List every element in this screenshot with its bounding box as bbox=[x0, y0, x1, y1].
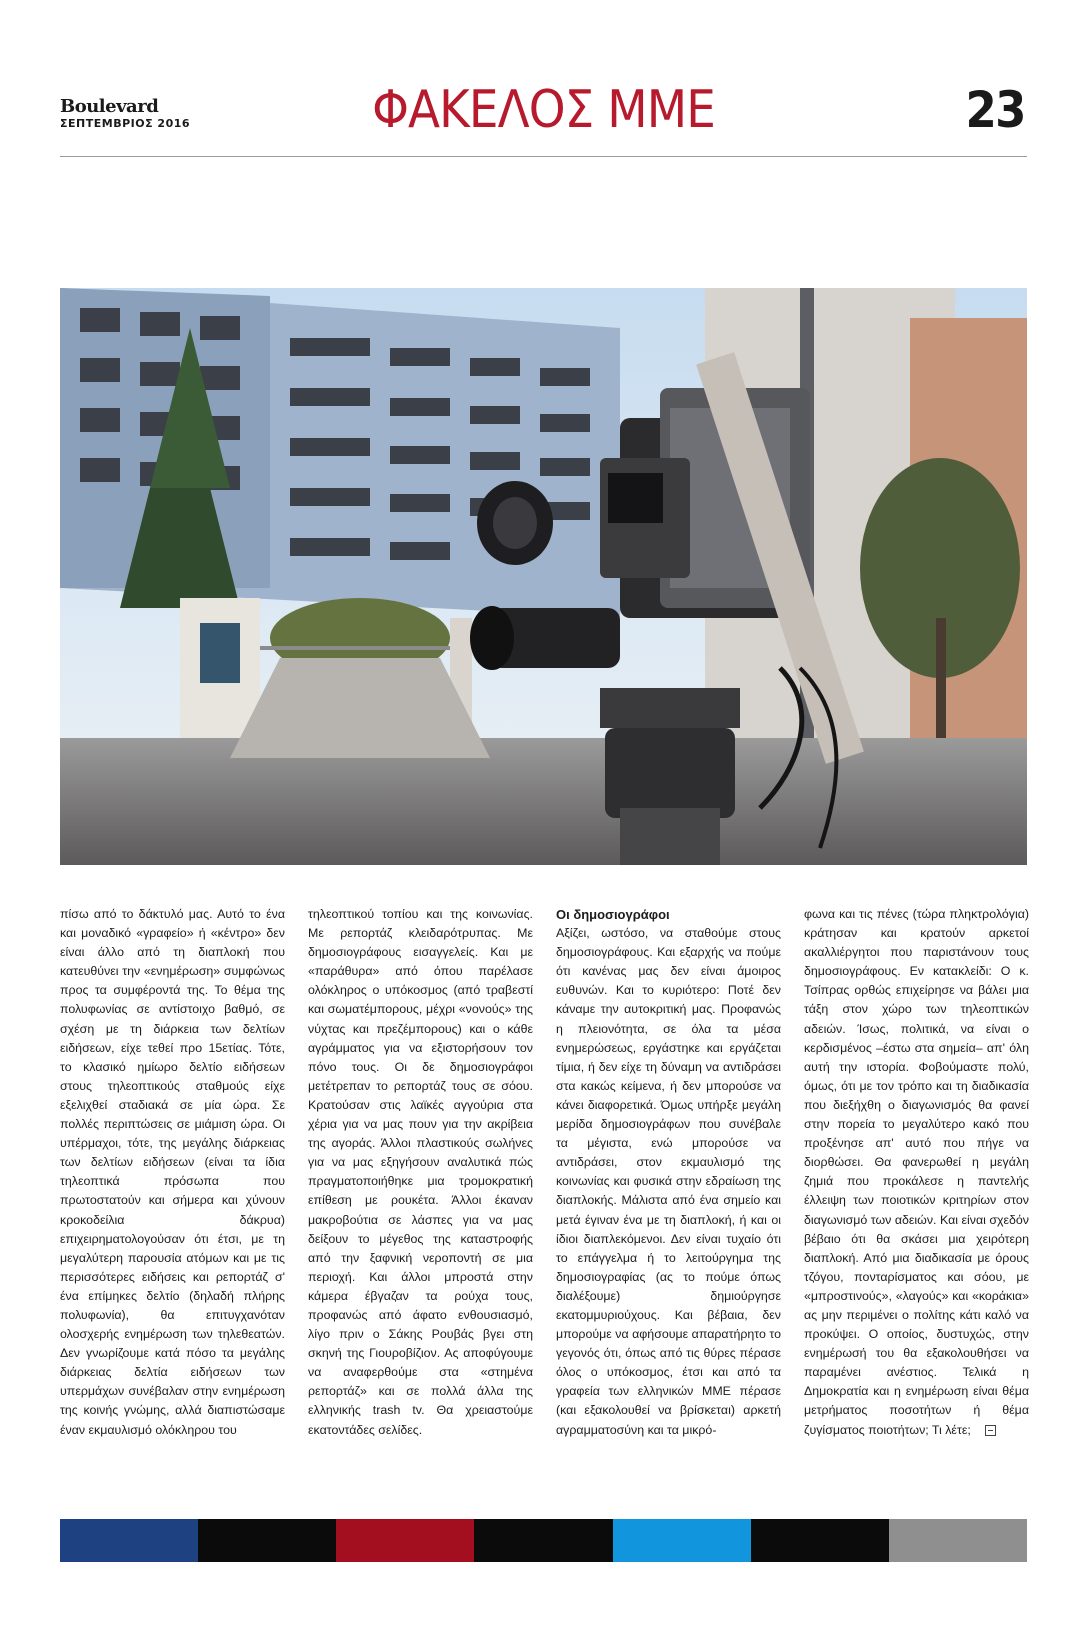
footer-color-bar bbox=[60, 1519, 1027, 1562]
section-title: ΦΑΚΕΛΟΣ ΜΜΕ bbox=[372, 80, 715, 140]
article-column-1 bbox=[60, 905, 285, 1440]
color-strip bbox=[198, 1519, 336, 1562]
color-strip bbox=[889, 1519, 1027, 1562]
article-column-3 bbox=[556, 905, 781, 1440]
color-strip bbox=[336, 1519, 474, 1562]
paragraph-text: φωνα και τις πένες (τώρα πληκτρολόγια) κράτησαν και κρατούν αρκετοί ακαλλιέργητοι που παριστάνουν τους δημοσιογράφους. Εν κατακλείδι: Ο κ. Τσίπρας ορθώς επιχείρησε να βάλει μια τάξη στον χώρο των τηλεοπτικών αδειών. Ίσως, πολιτικά, να είναι ο κερδισμένος –έστω στα σημεία– απ' όλη αυτή την ιστορία. Φοβούμαστε πολύ, όμως, ότι με τον τρόπο και τη διαδικασία που διεξήχθη ο διαγωνισμός θα φανεί στην πορεία το μεγαλύτερο κακό που προξένησε απ' αυτό που πήγε να διορθώσει. Θα φανερωθεί η μεγάλη ζημιά που προκάλεσε η παντελής έλλειψη των ποιοτικών κριτηρίων στον διαγωνισμό των αδειών. Και είναι σχεδόν βέβαιο ότι θα σκάσει μια χειρότερη διαπλοκή. Από μια διαδικασία με όρους τζόγου, πονταρίσματος και σόου, με «μπροστινούς», «λαγούς» και «κοράκια» ας μην περιμένει ο πολίτης κάτι καλό να προκύψει. Ο οποίος, δυστυχώς, στην ενημέρωσή του θα εξακολουθήσει να παραμένει ανέστιος. Τελικά η Δημοκρατία και η ενημέρωση είναι θέμα μετρήματος ποσοτήτων ή θέμα ζυγίσματος ποιοτήτων; Τι λέτε; bbox=[804, 907, 1029, 1437]
article-body bbox=[60, 905, 1027, 1445]
paragraph: πίσω από το δάκτυλό μας. Αυτό το ένα και μοναδικό «γραφείο» ή «κέντρο» δεν είναι άλλο από τη διαπλοκή που κατευθύνει την «ενημέρωση» συμφώνως προς τα συμφέροντά της. Το θέμα της πολυφωνίας σε αντίστοιχο βαθμό, σε σχέση με τη διάρκεια των δελτίων ειδήσεων, είχε τεθεί προ 15ετίας. Τότε, το κλασικό ημίωρο δελτίο ειδήσεων στους τηλεοπτικούς σταθμούς είχε εξελιχθεί σταδιακά σε μία ώρα. Σε πολλές περιπτώσεις σε μιάμιση ώρα. Οι υπέρμαχοι, τότε, της μεγάλης διάρκειας των δελτίων ειδήσεων (είναι τα ίδια τηλεοπτικά πρόσωπα που πρωτοστατούν και σήμερα και χύνουν κροκοδείλια δάκρυα) επιχειρηματολογούσαν ότι έτσι, με τη μεγαλύτερη παρουσία ατόμων και με τις περισσότερες ειδήσεις και ρεπορτάζ σ' ένα επίμηκες δελτίο (δηλαδή πλήρης πολυφωνία), θα επιτυγχανόταν ολοσχερής ενημέρωση των τηλεθεατών. Δεν γνωρίζουμε κατά πόσο τα μεγάλης διάρκειας δελτία ειδήσεων των υπερμάχων συνέβαλαν στην ενημέρωση της κοινής γνώμης, αλλά διαπιστώσαμε έναν εκμαυλισμό ολόκληρου του bbox=[60, 907, 285, 1437]
color-strip bbox=[751, 1519, 889, 1562]
color-strip bbox=[613, 1519, 751, 1562]
page-header bbox=[60, 78, 1027, 157]
brand-name: Boulevard bbox=[60, 96, 159, 117]
issue-date: ΣΕΠΤΕΜΒΡΙΟΣ 2016 bbox=[60, 117, 191, 130]
article-column-4 bbox=[804, 905, 1029, 1440]
tv-camera-photo bbox=[60, 288, 1027, 865]
page-number: 23 bbox=[965, 81, 1025, 139]
paragraph bbox=[804, 905, 1029, 1440]
article-column-2 bbox=[308, 905, 533, 1440]
color-strip bbox=[60, 1519, 198, 1562]
paragraph: τηλεοπτικού τοπίου και της κοινωνίας. Με ρεπορτάζ κλειδαρότρυπας. Με δημοσιογράφους εισαγγελείς. Και με «παράθυρα» από όπου παρέλασε ολόκληρος ο υπόκοσμος (από τραβεστί και σωματέμπορους, μέχρι «νονούς» της νύχτας και πρεζέμπορους) και ο κάθε αγράμματος για να εξιστορήσουν τον πόνο τους. Οι δε δημοσιογράφοι μετέτρεπαν το ρεπορτάζ τους σε σόου. Κρατούσαν στις λαϊκές αγγούρια στα χέρια για να μας πουν για την ακρίβεια της αγοράς. Άλλοι πλαστικούς σωλήνες για να μας εξηγήσουν αναλυτικά πώς πραγματοποιήθηκε μια τρομοκρατική επίθεση με ρουκέτα. Άλλοι έκαναν μακροβούτια σε λάσπες για να μας δείξουν το μέγεθος της καταστροφής από την ξαφνική νεροποντή σε μια περιοχή. Και άλλοι μπροστά στην κάμερα έβγαζαν τα ρούχα τους, προφανώς από άφατο ενθουσιασμό, λίγο πριν ο Σάκης Ρουβάς βγει στη σκηνή της Γιουροβίζιον. Ας αποφύγουμε να αναφερθούμε στα «στημένα ρεπορτάζ» και σε πολλά άλλα της ελληνικής trash tv. Θα χρειαστούμε εκατοντάδες σελίδες. bbox=[308, 907, 533, 1437]
end-of-article-icon bbox=[985, 1425, 996, 1436]
color-strip bbox=[474, 1519, 612, 1562]
subheading: Οι δημοσιογράφοι bbox=[556, 907, 670, 922]
paragraph: Αξίζει, ωστόσο, να σταθούμε στους δημοσιογράφους. Και εξαρχής να πούμε ότι κανένας μας δεν είναι άμοιρος ευθυνών. Και το κυριότερο: Ποτέ δεν κάναμε την αυτοκριτική μας. Προφανώς η πλειονότητα, σε όλα τα μέσα ενημερώσεως, εργάστηκε και εργάζεται τίμια, ή δεν είχε τη δύναμη να αντιδράσει στα κακώς κείμενα, ή δεν μπορούσε να κάνει διαφορετικά. Όμως υπήρξε μεγάλη μερίδα δημοσιογράφων που συνέβαλε τα μέγιστα, ενώ μπορούσε να αντιδράσει, στον εκμαυλισμό της κοινωνίας και φυσικά στην εδραίωση της διαπλοκής. Μάλιστα από ένα σημείο και μετά έγιναν ένα με τη διαπλοκή, ή και οι ίδιοι διαπλεκόμενοι. Δεν είναι τυχαίο ότι το επάγγελμα ή το λειτούργημα της δημοσιογραφίας (ας το πούμε όπως διαλέξουμε) δημιούργησε εκατομμυριούχους. Και βέβαια, δεν μπορούμε να αφήσουμε απαρατήρητο το γεγονός ότι, όπως από τις θύρες πέρασε όλος ο υπόκοσμος, έτσι και από τα γραφεία των ελληνικών ΜΜΕ πέρασε (και εξακολουθεί να βρίσκεται) αρκετή αγραμματοσύνη και τα μικρό- bbox=[556, 926, 781, 1437]
